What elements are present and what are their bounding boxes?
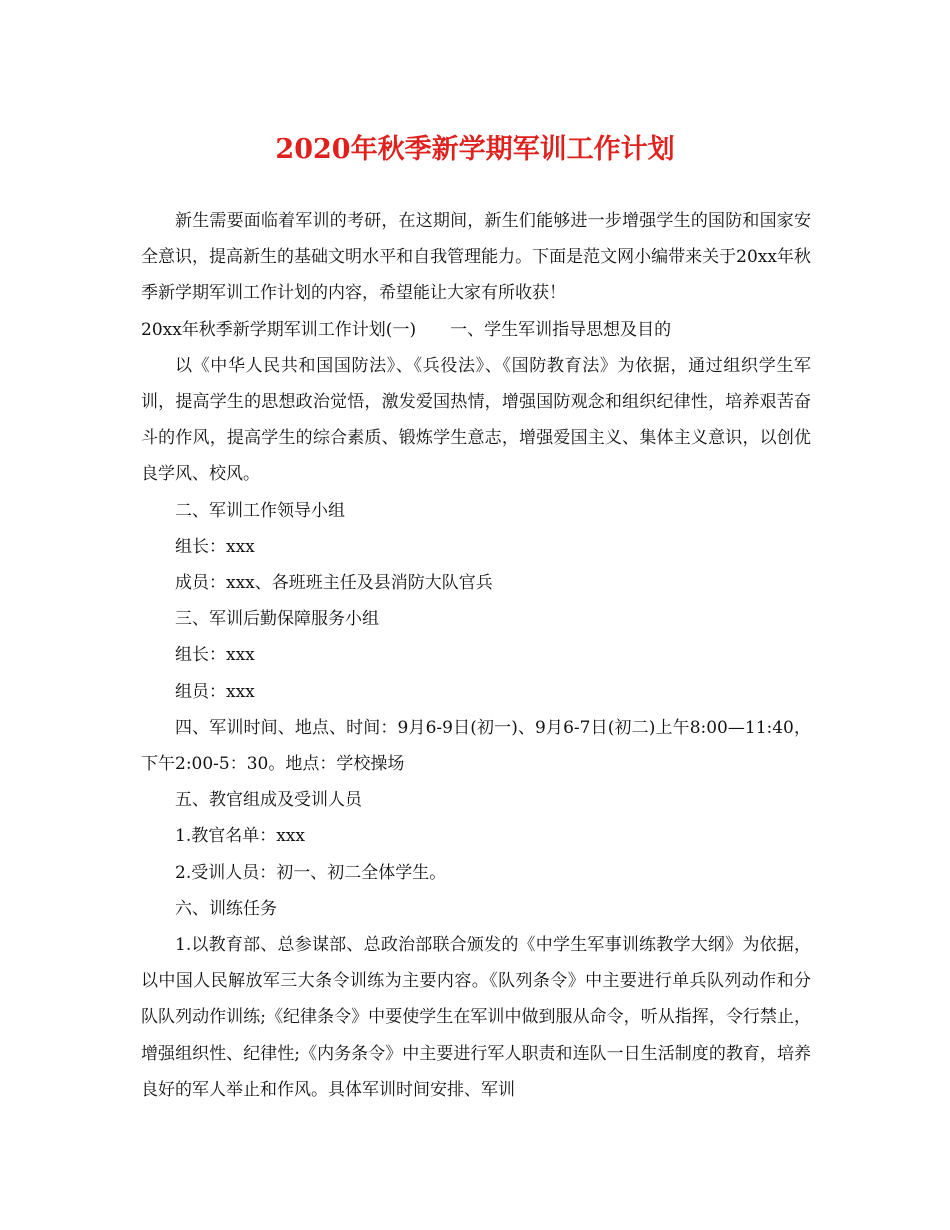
leader-line: 组长：xxx [175, 536, 255, 557]
section-heading-leadership: 二、军训工作领导小组 [175, 500, 345, 521]
schedule-paragraph: 四、军训时间、地点、时间：9月6-9日(初一)、9月6-7日(初二)上午8:00—11:40，下午2:00-5：30。地点：学校操场 [141, 717, 811, 775]
section-heading-tasks: 六、训练任务 [175, 898, 277, 919]
tasks-paragraph: 1.以教育部、总参谋部、总政治部联合颁发的《中学生军事训练教学大纲》为依据，以中国人民解放军三大条令训练为主要内容。《队列条令》中主要进行单兵队列动作和分队队列动作训练;《纪律条令》中要使学生在军训中做到服从命令，听从指挥，令行禁止，增强组织性、纪律性;《内务条令》中主要进行军人职责和连队一日生活制度的教育，培养良好的军人举止和作风。具体军训时间安排、军训 [141, 935, 811, 1100]
section-heading-logistics: 三、军训后勤保障服务小组 [175, 609, 379, 630]
logistics-leader-line: 组长：xxx [175, 645, 255, 666]
intro-paragraph: 新生需要面临着军训的考研，在这期间，新生们能够进一步增强学生的国防和国家安全意识，提高新生的基础文明水平和自我管理能力。下面是范文网小编带来关于20xx年秋季新学期军训工作计划的内容，希望能让大家有所收获！ [141, 211, 811, 304]
logistics-members-line: 组员：xxx [175, 681, 255, 702]
document-title: 2020年秋季新学期军训工作计划 [275, 134, 675, 165]
trainees-line: 2.受训人员：初一、初二全体学生。 [175, 862, 447, 883]
section-heading-instructors: 五、教官组成及受训人员 [175, 790, 362, 811]
instructor-list-line: 1.教官名单：xxx [175, 826, 305, 847]
guiding-purpose-paragraph: 以《中华人民共和国国防法》、《兵役法》、《国防教育法》为依据，通过组织学生军训，提高学生的思想政治觉悟，激发爱国热情，增强国防观念和组织纪律性，培养艰苦奋斗的作风，提高学生的综合素质、锻炼学生意志，增强爱国主义、集体主义意识，以创优良学风、校风。 [141, 355, 811, 485]
document-body [141, 203, 811, 1108]
plan-subtitle: 20xx年秋季新学期军训工作计划(一) 一、学生军训指导思想及目的 [141, 319, 672, 340]
members-line: 成员：xxx、各班班主任及县消防大队官兵 [175, 573, 493, 594]
